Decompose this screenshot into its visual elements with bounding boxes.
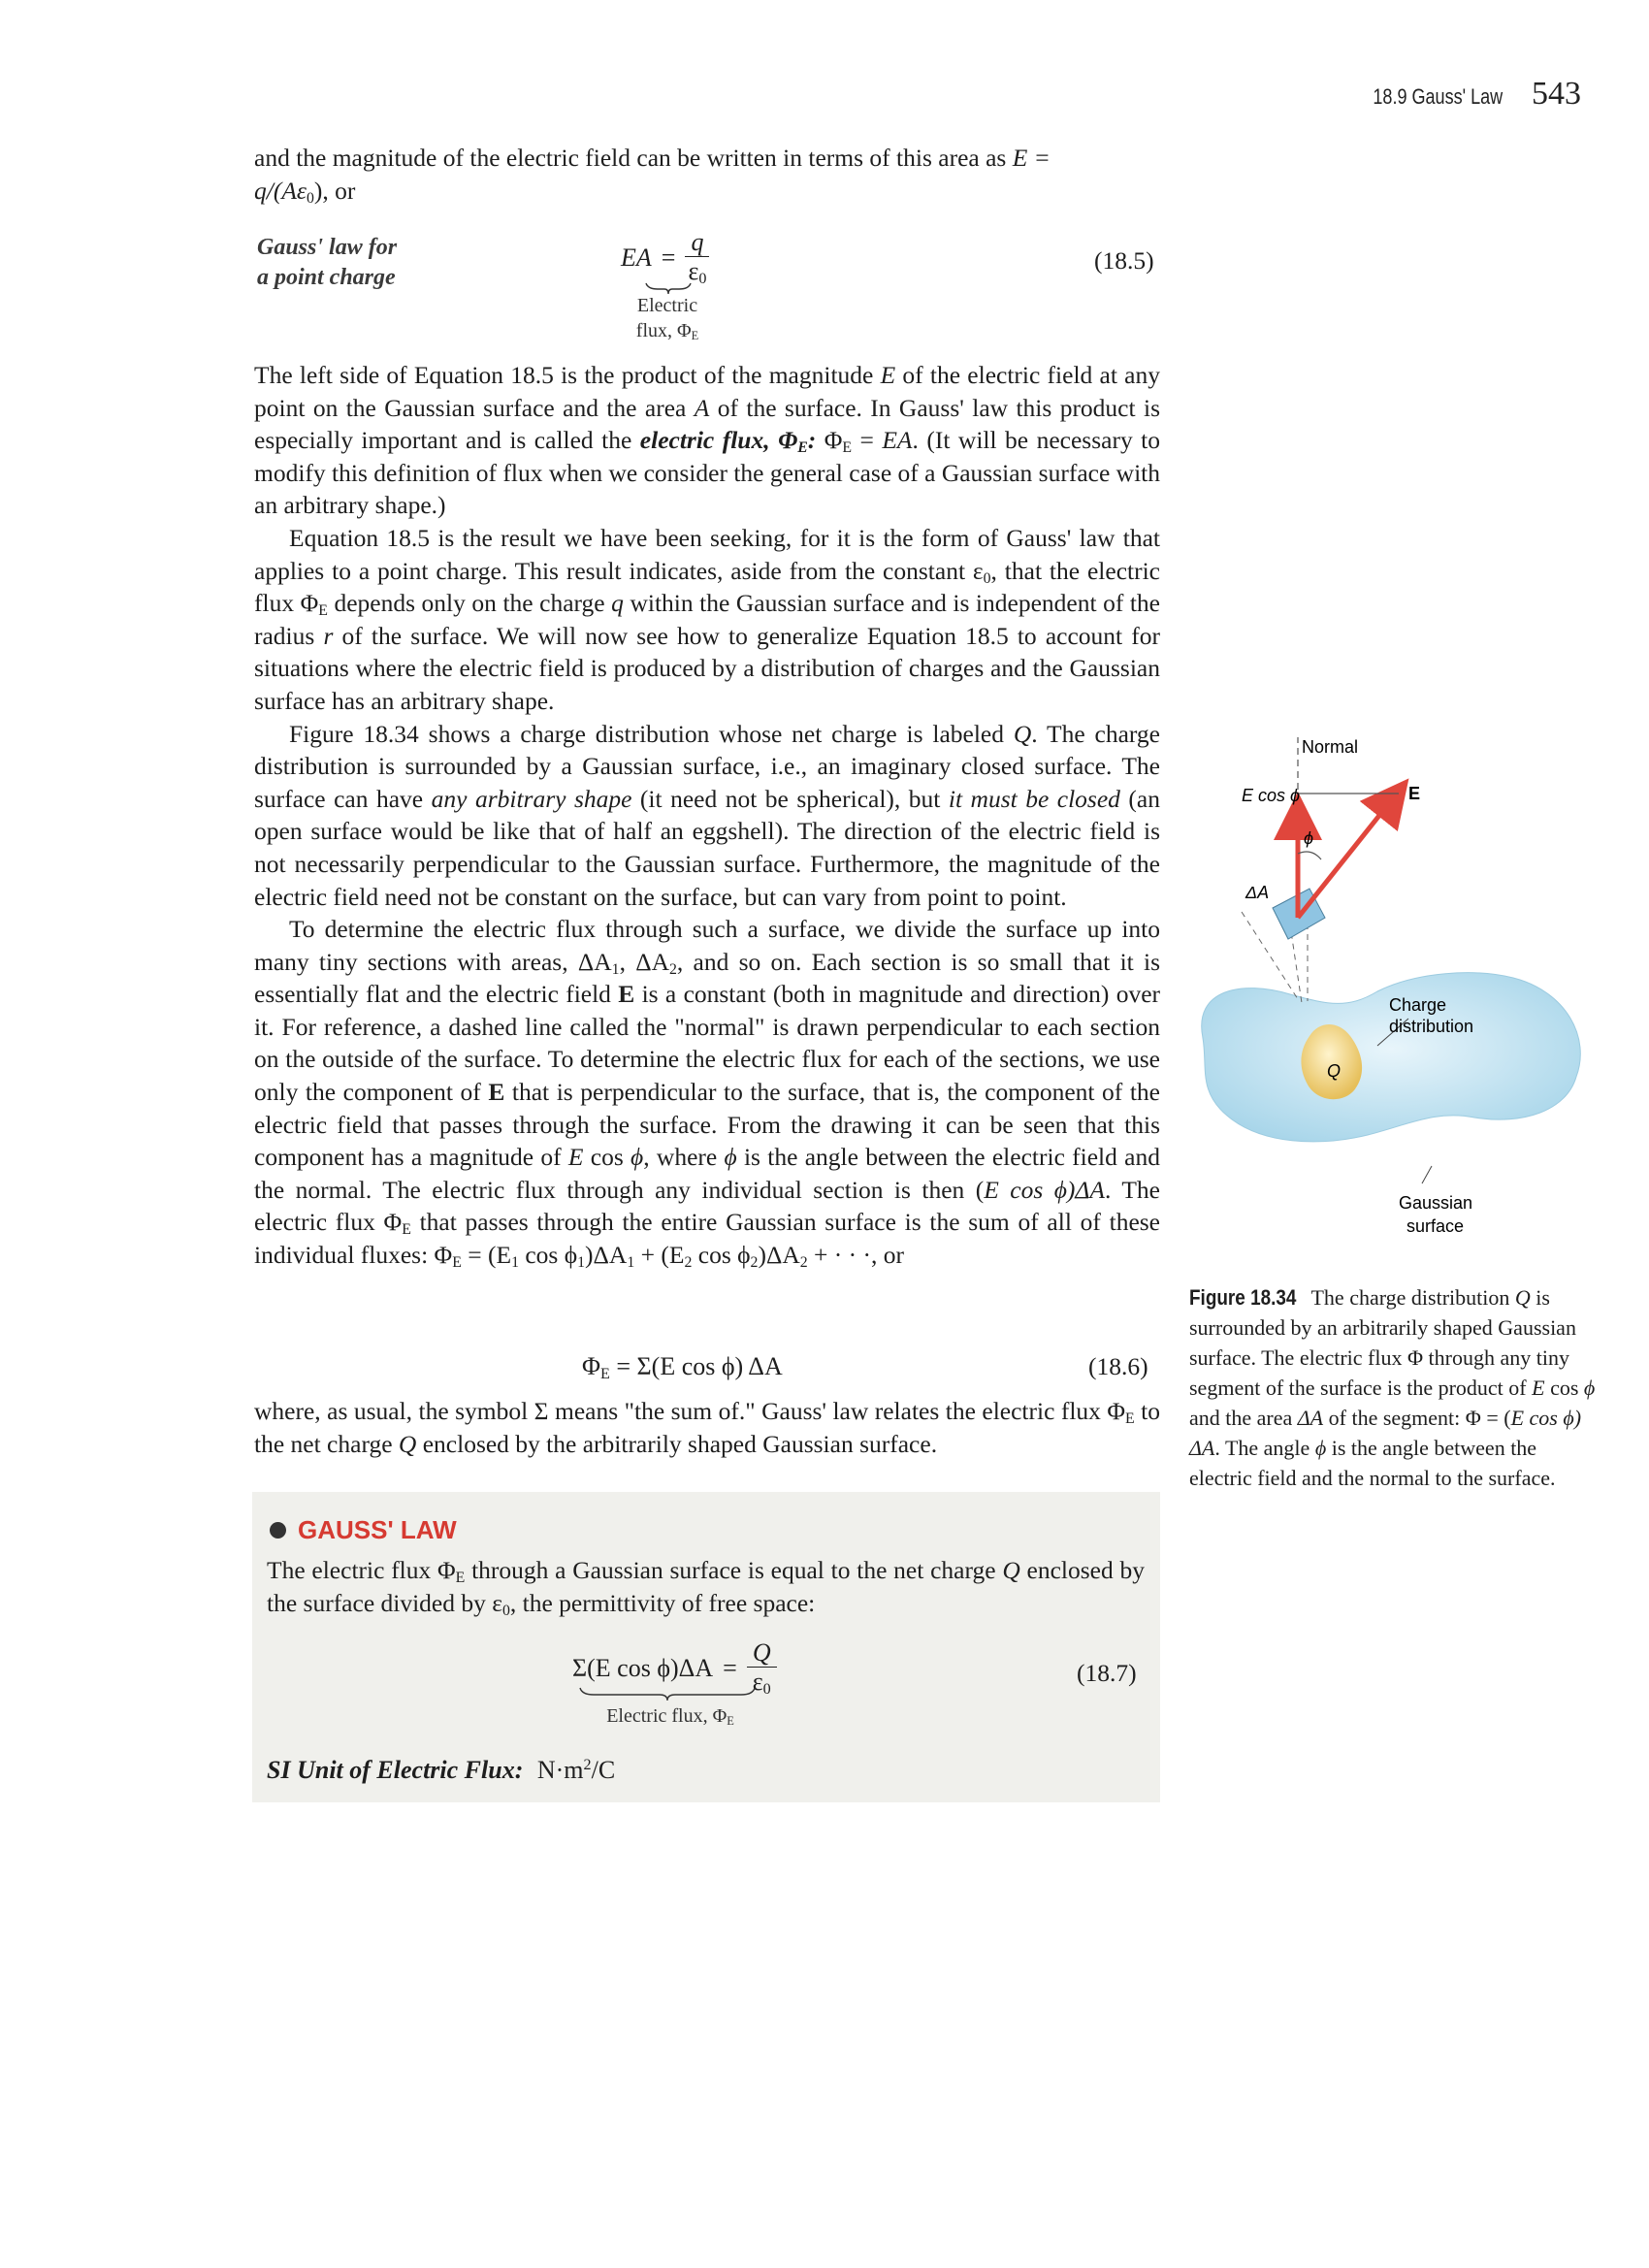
intro-end: ), or bbox=[313, 176, 356, 205]
brace-label-line1: Electric bbox=[636, 295, 698, 316]
margin-note-line1: Gauss' law for bbox=[257, 235, 398, 260]
gaussian-leader bbox=[1422, 1166, 1432, 1183]
fig-ecos-label: E cos ϕ bbox=[1242, 786, 1301, 805]
eq-18-7-numerator: Q bbox=[747, 1639, 777, 1668]
eq-18-7-equals: = bbox=[723, 1653, 737, 1682]
brace-label-line2: flux, $\Phi_E$ bbox=[635, 320, 699, 343]
eq-numerator: q bbox=[685, 229, 709, 257]
box-brace-label: Electric flux, $\Phi_E$ bbox=[606, 1705, 734, 1729]
e-field-arrow bbox=[1298, 794, 1397, 918]
intro-eq-sub: 0 bbox=[306, 189, 314, 207]
figure-18-34 bbox=[1183, 718, 1600, 1280]
fig-gaussian-label-1: Gaussian bbox=[1399, 1193, 1473, 1213]
box-title bbox=[270, 1515, 457, 1545]
figure-caption: Figure 18.34 The charge distribution Q is surrounded by an arbitrarily shaped Gaussian surface. The electric flux Φ through any tiny segment of the surface is the product of E cos ϕ and the area ΔA of the segment: Φ = (E cos ϕ) ΔA. The angle ϕ is the angle between the electric field and the normal to the surface. bbox=[1189, 1282, 1597, 1493]
si-unit-line bbox=[267, 1756, 615, 1785]
si-unit-label: SI Unit of Electric Flux: bbox=[267, 1756, 524, 1784]
box-text: The electric flux $\Phi_E$ through a Gaussian surface is equal to the net charge Q enclosed by the surface divided by $\varepsilon_0$, the permittivity of free space: bbox=[267, 1556, 1145, 1619]
margin-note-line2: a point charge bbox=[257, 265, 396, 290]
fig-dA-label: ΔA bbox=[1245, 883, 1270, 902]
box-title-text: GAUSS' LAW bbox=[298, 1515, 457, 1544]
eq-number-18-7: (18.7) bbox=[1077, 1659, 1137, 1687]
eq-fraction bbox=[685, 229, 709, 286]
after-equation-text: where, as usual, the symbol Σ means "the sum of." Gauss' law relates the electric flux $\Phi_E$ to the net charge Q enclosed by the arbitrarily shaped Gaussian surface. bbox=[254, 1397, 1161, 1458]
eq-18-7-denominator: $\varepsilon_0$ bbox=[752, 1668, 771, 1699]
eq-lhs: EA bbox=[621, 243, 652, 272]
fig-phi-label: ϕ bbox=[1304, 828, 1314, 848]
bullet-icon bbox=[270, 1522, 286, 1539]
paragraph-1: The left side of Equation 18.5 is the product of the magnitude E of the electric field at any point on the Gaussian surface and the area A of the surface. In Gauss' law this product is especially important and is called the electric flux, $\Phi_E$: $\Phi_E$ = EA. (It will be necessary to modify this definition of flux when we consider the general case of a Gaussian surface with an arbitrary shape.) bbox=[254, 361, 1161, 520]
intro-text bbox=[254, 142, 1160, 207]
intro-line: and the magnitude of the electric field can be written in terms of this area as bbox=[254, 144, 1013, 172]
eq-equals: = bbox=[661, 243, 676, 272]
page-number: 543 bbox=[1532, 76, 1581, 112]
paragraph-2: Equation 18.5 is the result we have been seeking, for it is the form of Gauss' law that applies to a point charge. This result indicates, aside from the constant $\varepsilon_0$, that the electric flux $\Phi_E$ depends only on the charge q within the Gaussian surface and is independent of the radius r of the surface. We will now see how to generalize Equation 18.5 to account for situations where the electric field is produced by a distribution of charges and the Gaussian surface has an arbitrary shape. bbox=[254, 523, 1160, 715]
flux-brace-label bbox=[621, 293, 714, 343]
fig-Q-label: Q bbox=[1327, 1061, 1342, 1081]
underbrace-18-7 bbox=[578, 1686, 757, 1701]
fig-charge-label-1: Charge bbox=[1389, 995, 1447, 1015]
section-title: 18.9 Gauss' Law bbox=[1373, 84, 1503, 109]
eq-number-18-6: (18.6) bbox=[1088, 1352, 1148, 1380]
si-unit-value: $N\cdot m^2/C$ bbox=[536, 1756, 616, 1784]
margin-note bbox=[257, 233, 397, 293]
body-text bbox=[254, 359, 1160, 1272]
intro-eq: E = bbox=[1012, 144, 1051, 172]
eq-18-7-lhs: Σ(E cos ϕ)ΔA bbox=[572, 1653, 714, 1682]
equation-18-5 bbox=[621, 229, 709, 286]
angle-arc bbox=[1298, 852, 1321, 859]
intro-eq-2: q/(Aε bbox=[254, 176, 307, 205]
fig-E-label: E bbox=[1408, 784, 1421, 803]
paragraph-4: To determine the electric flux through such a surface, we divide the surface up into many tiny sections with areas, $\Delta A_1$, $\Delta A_2$, and so on. Each section is so small that it is essentially flat and the electric field E is a constant (both in magnitude and direction) over it. For reference, a dashed line called the "normal" is drawn perpendicular to each section on the outside of the surface. To determine the electric flux for each of the sections, we use only the component of E that is perpendicular to the surface, that is, the component of the electric field that passes through the surface. From the drawing it can be seen that this component has a magnitude of E cos ϕ, where ϕ is the angle between the electric field and the normal. The electric flux through any individual section is then (E cos ϕ)ΔA. The electric flux $\Phi_E$ that passes through the entire Gaussian surface is the sum of all of these individual fluxes: $\Phi_E = (E_1$ $\cos \phi_1)\Delta A_1 + (E_2$ $\cos \phi_2)\Delta A_2$ + · · ·, or bbox=[254, 915, 1161, 1271]
running-head bbox=[1344, 76, 1581, 113]
eq-denominator: $\varepsilon_0$ bbox=[688, 257, 707, 288]
paragraph-3: Figure 18.34 shows a charge distribution whose net charge is labeled Q. The charge distribution is surrounded by a Gaussian surface, i.e., an imaginary closed surface. The surface can have any arbitrary shape (it need not be spherical), but it must be closed (an open surface would be like that of half an eggshell). The direction of the electric field is not necessarily perpendicular to the Gaussian surface. Furthermore, the magnitude of the electric field need not be constant on the surface, but can vary from point to point. bbox=[254, 719, 1160, 911]
fig-charge-label-2: distribution bbox=[1389, 1017, 1474, 1036]
fig-normal-label: Normal bbox=[1302, 737, 1359, 757]
fig-gaussian-label-2: surface bbox=[1406, 1216, 1465, 1236]
eq-number-18-5: (18.5) bbox=[1094, 246, 1154, 275]
figure-label: Figure 18.34 bbox=[1189, 1285, 1297, 1310]
equation-18-6: $\Phi_E = \Sigma(E$ cos ϕ) ΔA bbox=[582, 1352, 783, 1383]
key-term-electric-flux: electric flux, $\Phi_E$: bbox=[639, 426, 817, 457]
